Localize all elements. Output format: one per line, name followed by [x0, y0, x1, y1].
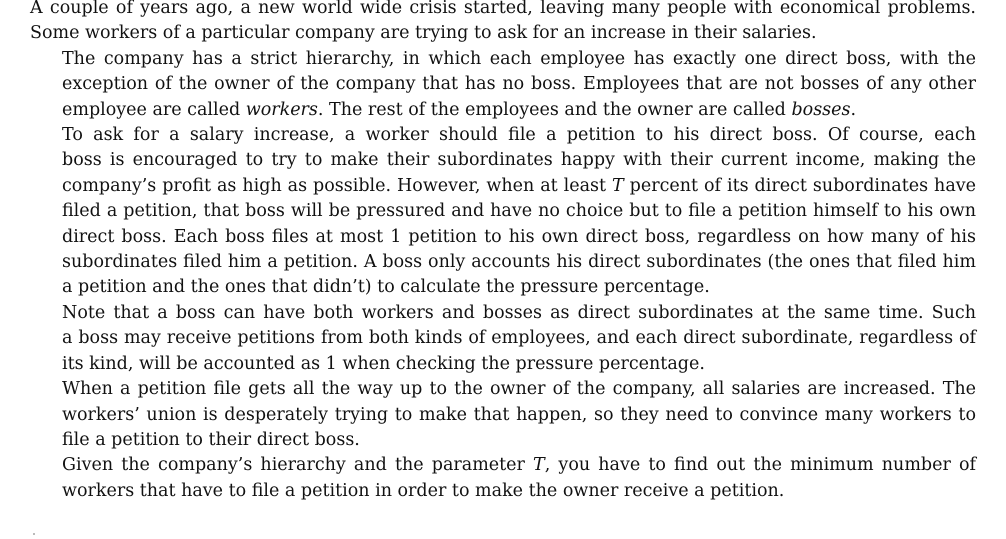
text-line: [30, 199, 976, 224]
text-line: [30, 479, 976, 504]
text-line: [30, 403, 976, 428]
text-line: [30, 352, 976, 377]
text-line: [30, 301, 976, 326]
text-run: Given the company’s hierarchy and the parameter: [62, 455, 534, 476]
text-line: [30, 123, 976, 148]
text-run: filed a petition, that boss will be pressured and have no choice but to file a petition himself to his own: [62, 201, 976, 222]
text-run: a boss may receive petitions from both kinds of employees, and each direct subordinate, regardless of: [62, 328, 976, 349]
text-line: [30, 0, 976, 21]
text-run: Note that a boss can have both workers and bosses as direct subordinates at the same time. Such: [62, 302, 976, 323]
text-run: Some workers of a particular company are trying to ask for an increase in their salaries.: [30, 23, 817, 44]
text-run: exception of the owner of the company that has no boss. Employees that are not bosses of any other: [62, 74, 976, 95]
text-line: [30, 326, 976, 351]
paragraph: [30, 47, 976, 123]
paragraph: [30, 0, 976, 47]
text-line: [30, 98, 976, 123]
problem-statement: [30, 0, 976, 504]
text-line: [30, 21, 976, 46]
paragraph: [30, 453, 976, 504]
text-run: company’s profit as high as possible. However, when at least: [62, 175, 612, 196]
italic-term: bosses: [791, 99, 851, 120]
scan-speck: [33, 533, 35, 535]
paragraph: [30, 301, 976, 377]
text-run: subordinates filed him a petition. A boss only accounts his direct subordinates (the ones that filed him: [62, 252, 976, 273]
text-line: [30, 174, 976, 199]
italic-term: T: [533, 455, 545, 476]
text-run: workers that have to file a petition in order to make the owner receive a petition.: [62, 480, 785, 501]
text-line: [30, 148, 976, 173]
text-run: boss is encouraged to try to make their subordinates happy with their current income, making the: [62, 150, 976, 171]
text-run: workers’ union is desperately trying to make that happen, so they need to convince many workers to: [62, 404, 976, 425]
text-run: direct boss. Each boss files at most 1 petition to his own direct boss, regardless on how many of his: [62, 226, 976, 247]
text-run: percent of its direct subordinates have: [623, 175, 976, 196]
text-run: file a petition to their direct boss.: [62, 429, 360, 450]
paragraph: [30, 123, 976, 301]
text-line: [30, 47, 976, 72]
text-run: employee are called: [62, 99, 246, 120]
text-run: .: [850, 99, 857, 120]
text-line: [30, 250, 976, 275]
text-line: [30, 377, 976, 402]
text-run: The company has a strict hierarchy, in which each employee has exactly one direct boss, with the: [62, 48, 976, 69]
text-run: . The rest of the employees and the owner are called: [317, 99, 792, 120]
text-line: [30, 453, 976, 478]
text-run: , you have to find out the minimum number of: [544, 455, 976, 476]
italic-term: T: [612, 175, 624, 196]
text-line: [30, 225, 976, 250]
text-run: A couple of years ago, a new world wide crisis started, leaving many people with economical problems.: [30, 0, 976, 18]
text-line: [30, 275, 976, 300]
italic-term: workers: [245, 99, 318, 120]
text-line: [30, 72, 976, 97]
paragraph: [30, 377, 976, 453]
text-run: its kind, will be accounted as 1 when checking the pressure percentage.: [62, 353, 705, 374]
text-run: To ask for a salary increase, a worker should file a petition to his direct boss. Of course, each: [62, 125, 976, 146]
text-run: a petition and the ones that didn’t) to calculate the pressure percentage.: [62, 277, 710, 298]
text-line: [30, 428, 976, 453]
text-run: When a petition file gets all the way up to the owner of the company, all salaries are increased. The: [62, 379, 976, 400]
